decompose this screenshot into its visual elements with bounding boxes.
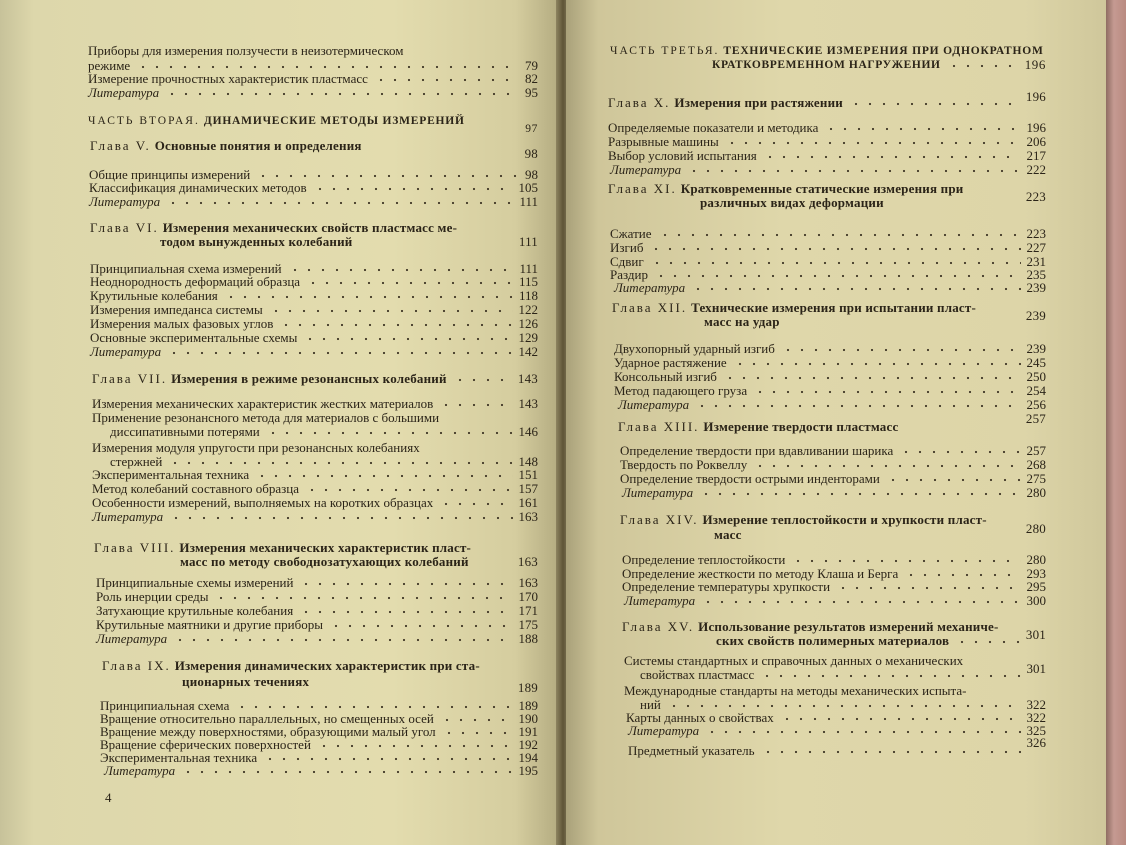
toc-entry: Неоднородность деформаций образца 115 [90, 274, 538, 289]
toc-entry: Ударное растяжение 245 [614, 355, 1046, 370]
toc-entry: режиме 79 [88, 58, 538, 73]
chapter-heading-continued: ских свойств полимерных материалов 301 [716, 627, 1046, 648]
page-number: 4 [105, 790, 112, 805]
toc-entry: Принципиальные схемы измерений 163 [96, 575, 538, 590]
toc-entry: Метод падающего груза 254 [614, 383, 1046, 398]
toc-entry-index: Предметный указатель 326 [628, 735, 1046, 758]
toc-entry-continued: ний 322 [640, 697, 1046, 712]
toc-entry: Общие принципы измерений 98 [89, 167, 538, 182]
toc-entry: Метод колебаний составного образца 157 [92, 481, 538, 496]
toc-entry-continued: стержней 148 [110, 454, 538, 469]
toc-entry: Измерения импеданса системы 122 [90, 302, 538, 317]
chapter-heading: Глава XII. Технические измерения при испытании пласт- [612, 300, 977, 315]
toc-entry: Затухающие крутильные колебания 171 [96, 603, 538, 618]
toc-literature: Литература 188 [96, 631, 538, 646]
toc-entry: Определяемые показатели и методика 196 [608, 120, 1046, 135]
toc-entry: Международные стандарты на методы механических испыта- [624, 683, 967, 698]
chapter-heading-continued: масс по методу свободнозатухающих колебаний 163 [180, 554, 538, 569]
toc-literature: Литература 95 [88, 85, 538, 100]
toc-entry: Сдвиг 231 [610, 254, 1046, 269]
chapter-heading: Глава X. Измерения при растяжении 196 [608, 89, 1046, 110]
toc-entry: Раздир 235 [610, 267, 1046, 282]
toc-entry: Измерение прочностных характеристик пластмасс 82 [88, 71, 538, 86]
toc-entry-continued: диссипативными потерями 146 [110, 424, 538, 439]
toc-entry: Вращение относительно параллельных, но смещенных осей 190 [100, 711, 538, 726]
toc-entry: Крутильные колебания 118 [90, 288, 538, 303]
part-heading: ЧАСТЬ ВТОРАЯ. ДИНАМИЧЕСКИЕ МЕТОДЫ ИЗМЕРЕНИЙ 97 [88, 115, 538, 135]
toc-entry: Измерения механических характеристик жестких материалов 143 [92, 396, 538, 411]
chapter-heading: Глава VI. Измерения механических свойств пластмасс ме- [90, 220, 458, 235]
toc-literature: Литература 111 [89, 194, 538, 209]
chapter-heading: Глава XIII. Измерение твердости пластмасс 257 [618, 411, 1046, 434]
toc-entry: Экспериментальная техника 194 [100, 750, 538, 765]
toc-entry: Экспериментальная техника 151 [92, 467, 538, 482]
toc-entry: Основные экспериментальные схемы 129 [90, 330, 538, 345]
toc-entry: Применение резонансного метода для материалов с большими [92, 410, 440, 425]
part-heading: ЧАСТЬ ТРЕТЬЯ. ТЕХНИЧЕСКИЕ ИЗМЕРЕНИЯ ПРИ ОДНОКРАТНОМ [610, 45, 1044, 57]
toc-entry: Разрывные машины 206 [608, 134, 1046, 149]
toc-entry: Классификация динамических методов 105 [89, 180, 538, 195]
chapter-heading-continued: масс 280 [714, 521, 1046, 542]
toc-entry: Особенности измерений, выполняемых на коротких образцах 161 [92, 495, 538, 510]
toc-entry: Сжатие 223 [610, 226, 1046, 241]
toc-entry: Определение жесткости по методу Клаша и Берга 293 [622, 566, 1046, 581]
toc-entry: Твердость по Роквеллу 268 [620, 457, 1046, 472]
toc-entry: Принципиальная схема измерений 111 [90, 261, 538, 276]
chapter-heading-continued: различных видах деформации 223 [700, 189, 1046, 210]
chapter-heading: Глава V. Основные понятия и определения 98 [90, 138, 538, 161]
toc-entry: Двухопорный ударный изгиб 239 [614, 341, 1046, 356]
chapter-heading: Глава XIV. Измерение теплостойкости и хрупкости пласт- [620, 512, 987, 527]
toc-literature: Литература 195 [104, 763, 538, 778]
chapter-heading: Глава XI. Кратковременные статические измерения при [608, 181, 964, 196]
toc-entry: Определение твердости при вдавливании шарика 257 [620, 443, 1046, 458]
chapter-heading-continued: ционарных течениях 189 [182, 674, 538, 695]
toc-entry: Измерения модуля упругости при резонансных колебаниях [92, 440, 420, 455]
toc-literature: Литература 239 [614, 280, 1046, 295]
toc-entry: Системы стандартных и справочных данных о механических [624, 653, 964, 668]
chapter-heading: Глава VIII. Измерения механических характеристик пласт- [94, 540, 472, 555]
left-page [0, 0, 560, 845]
toc-literature: Литература 256 [618, 397, 1046, 412]
chapter-heading: Глава XV. Использование результатов измерений механиче- [622, 619, 999, 634]
toc-entry: Консольный изгиб 250 [614, 369, 1046, 384]
toc-entry: Карты данных о свойствах 322 [626, 710, 1046, 725]
toc-literature: Литература 142 [90, 344, 538, 359]
toc-literature: Литература 300 [624, 593, 1046, 608]
right-page [566, 0, 1106, 845]
toc-entry: Принципиальная схема 189 [100, 698, 538, 713]
toc-literature: Литература 163 [92, 509, 538, 524]
toc-literature: Литература 222 [610, 162, 1046, 177]
toc-entry: Приборы для измерения ползучести в неизотермическом [88, 43, 404, 58]
chapter-heading-continued: тодом вынужденных колебаний 111 [160, 234, 538, 249]
part-heading-continued: КРАТКОВРЕМЕННОМ НАГРУЖЕНИИ 196 [712, 57, 1046, 72]
toc-entry: Изгиб 227 [610, 240, 1046, 255]
toc-entry: Крутильные маятники и другие приборы 175 [96, 617, 538, 632]
chapter-heading: Глава IX. Измерения динамических характеристик при ста- [102, 658, 480, 673]
chapter-heading-continued: масс на удар 239 [704, 308, 1046, 329]
toc-entry: Вращение между поверхностями, образующими малый угол 191 [100, 724, 538, 739]
chapter-heading: Глава VII. Измерения в режиме резонансных колебаний 143 [92, 371, 538, 386]
toc-literature: Литература 325 [628, 723, 1046, 738]
book-cover-edge [1106, 0, 1126, 845]
toc-entry: Определение температуры хрупкости 295 [622, 579, 1046, 594]
toc-entry: Определение твердости острыми инденторами 275 [620, 471, 1046, 486]
toc-entry: Определение теплостойкости 280 [622, 552, 1046, 567]
toc-entry: Вращение сферических поверхностей 192 [100, 737, 538, 752]
toc-literature: Литература 280 [622, 485, 1046, 500]
toc-entry: Измерения малых фазовых углов 126 [90, 316, 538, 331]
toc-entry-continued: свойствах пластмасс 301 [640, 661, 1046, 682]
toc-entry: Выбор условий испытания 217 [608, 148, 1046, 163]
toc-entry: Роль инерции среды 170 [96, 589, 538, 604]
